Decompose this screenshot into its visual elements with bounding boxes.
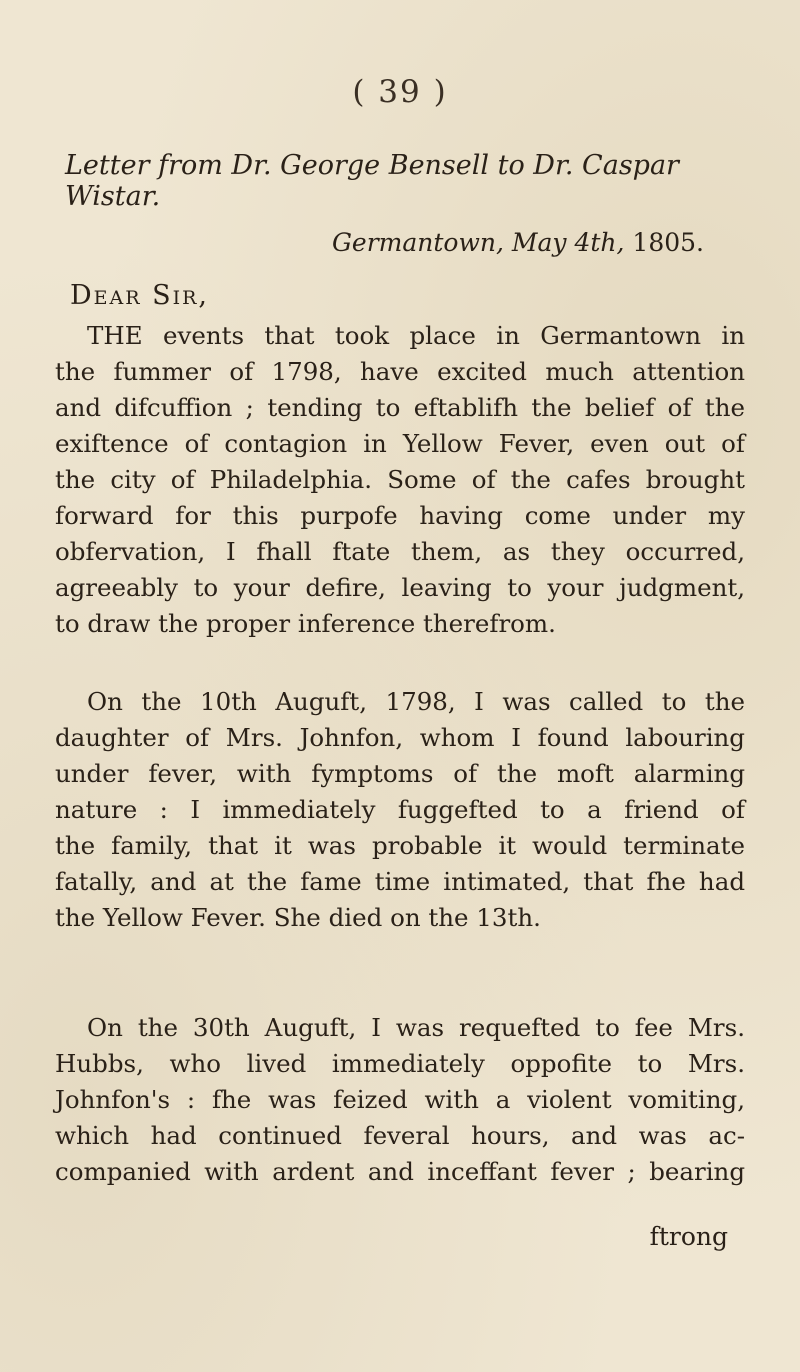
text-line: On the 10th Auguft, 1798, I was called to the [87, 687, 745, 716]
text-line: which had continued feveral hours, and was ac- [55, 1121, 745, 1150]
text-line: the fummer of 1798, have excited much attention [55, 357, 745, 386]
text-line: obfervation, I fhall ftate them, as they occurred, [55, 537, 745, 566]
paragraph [55, 1010, 745, 1190]
text-line: to draw the proper inference therefrom. [55, 609, 556, 638]
text-line: On the 30th Auguft, I was requefted to fee Mrs. [87, 1013, 745, 1042]
dateline [0, 228, 704, 257]
text-line: exiftence of contagion in Yellow Fever, even out of [55, 429, 745, 458]
text-line: nature : I immediately fuggefted to a friend of [55, 795, 745, 824]
text-line: under fever, with fymptoms of the moft alarming [55, 759, 745, 788]
catchword: ftrong [649, 1222, 728, 1251]
text-line: agreeably to your defire, leaving to your judgment, [55, 573, 745, 602]
text-line: Johnfon's : fhe was feized with a violent vomiting, [55, 1085, 745, 1114]
salutation: Dear Sir, [70, 280, 210, 311]
dateline-place: Germantown, [331, 228, 504, 257]
text-line: the family, that it was probable it would terminate [55, 831, 745, 860]
text-line: fatally, and at the fame time intimated, that fhe had [55, 867, 745, 896]
text-line: THE events that took place in Germantown in [87, 321, 745, 350]
dateline-date: May 4th, [511, 228, 625, 257]
letter-heading: Letter from Dr. George Bensell to Dr. Caspar Wistar. [65, 150, 679, 212]
text-line: forward for this purpofe having come under my [55, 501, 745, 530]
text-line: the Yellow Fever. She died on the 13th. [55, 903, 541, 932]
paragraph [55, 684, 745, 936]
text-line: Hubbs, who lived immediately oppofite to Mrs. [55, 1049, 745, 1078]
text-line: and difcuffion ; tending to eftablifh the belief of the [55, 393, 745, 422]
paragraph [55, 318, 745, 642]
dateline-year: 1805. [632, 228, 704, 257]
text-line: daughter of Mrs. Johnfon, whom I found labouring [55, 723, 745, 752]
text-line: companied with ardent and inceffant fever ; bearing [55, 1157, 745, 1186]
page-number: ( 39 ) [352, 74, 448, 110]
text-line: the city of Philadelphia. Some of the cafes brought [55, 465, 745, 494]
